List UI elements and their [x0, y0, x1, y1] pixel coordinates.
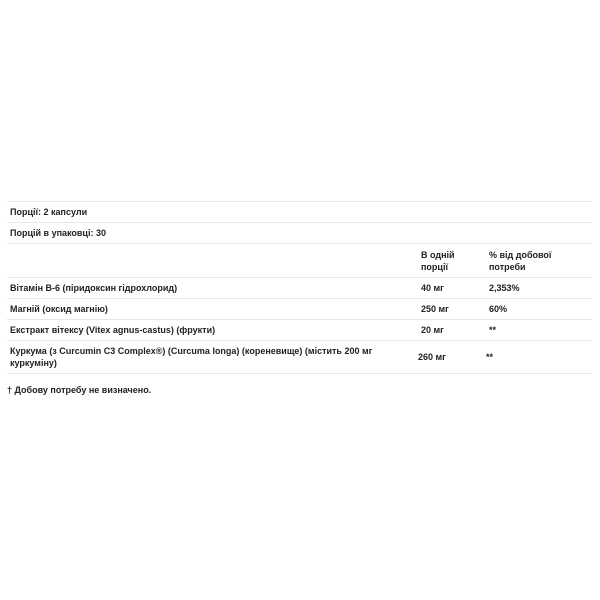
table-row	[7, 278, 592, 299]
amount-header: В одній порції	[421, 249, 455, 272]
ingredient-name: Куркума (з Curcumin C3 Complex®) (Curcuma longa) (кореневище) (містить 200 мг куркуміну)	[10, 346, 373, 368]
table-row	[7, 320, 592, 341]
serving-size-row	[7, 202, 592, 223]
serving-size: Порції: 2 капсули	[10, 207, 88, 217]
ingredient-dv: 2,353%	[489, 283, 520, 293]
servings-per-container: Порцій в упаковці: 30	[10, 228, 106, 238]
footnote: † Добову потребу не визначено.	[7, 385, 152, 395]
dv-header: % від добової потреби	[489, 249, 552, 272]
ingredient-name: Екстракт вітексу (Vitex agnus-castus) (фрукти)	[10, 325, 216, 335]
servings-per-container-row	[7, 223, 592, 244]
supplement-facts-table	[7, 201, 592, 374]
ingredient-name: Вітамін B-6 (піридоксин гідрохлорид)	[10, 283, 178, 293]
ingredient-amount: 40 мг	[421, 283, 444, 293]
ingredient-dv: 60%	[489, 304, 508, 314]
ingredient-amount: 20 мг	[421, 325, 444, 335]
ingredient-amount: 260 мг	[418, 352, 446, 362]
ingredient-dv: **	[486, 352, 494, 362]
ingredient-name: Магній (оксид магнію)	[10, 304, 108, 314]
table-row	[7, 341, 592, 374]
table-row	[7, 299, 592, 320]
ingredient-dv: **	[489, 325, 497, 335]
table-header-row	[7, 244, 592, 278]
ingredient-amount: 250 мг	[421, 304, 449, 314]
